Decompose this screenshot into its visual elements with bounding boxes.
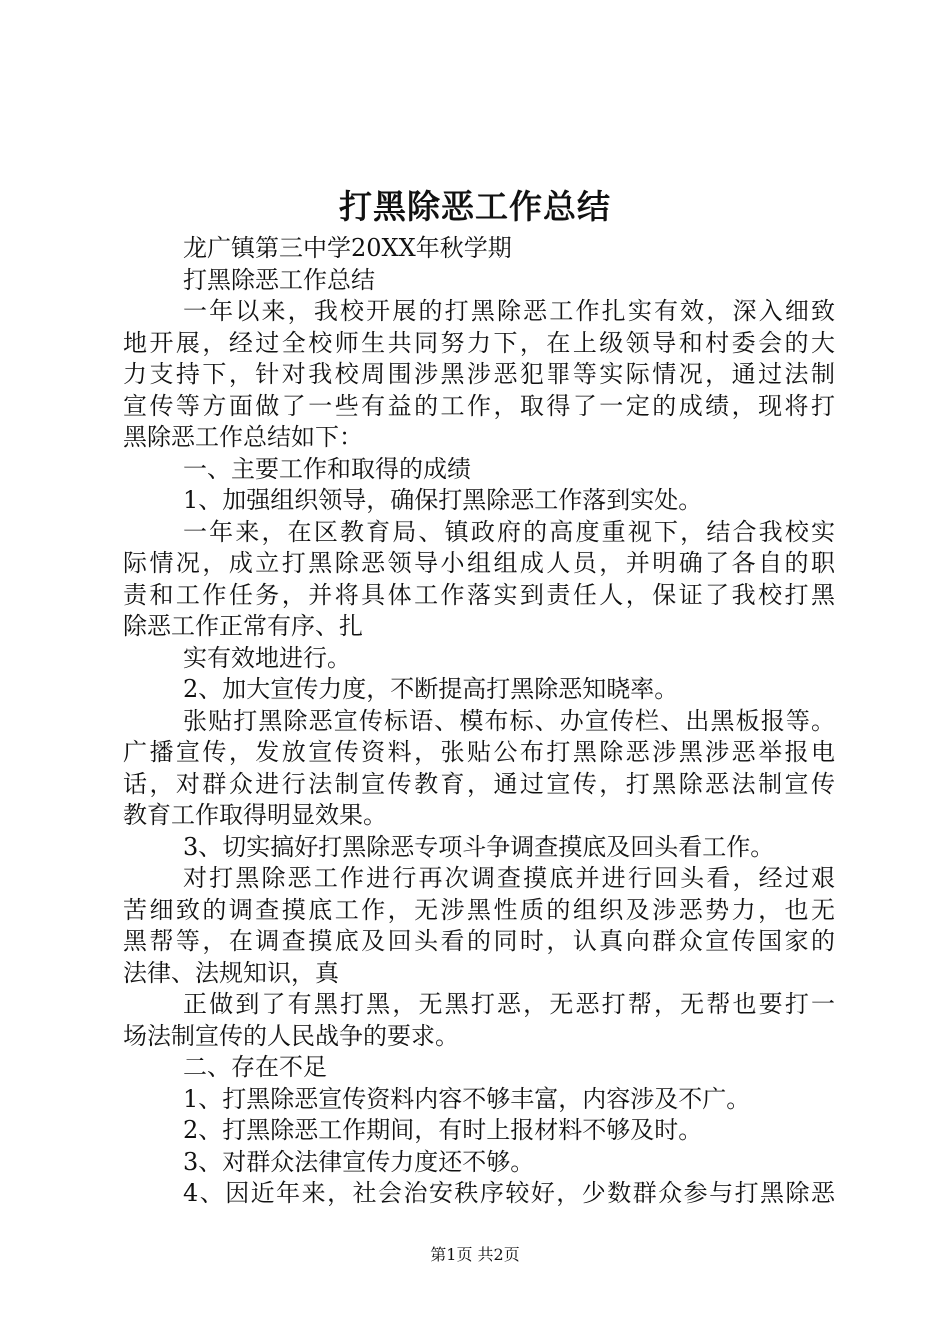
text-line: 3、切实搞好打黑除恶专项斗争调查摸底及回头看工作。	[183, 832, 775, 861]
text-line: 正做到了有黑打黑，无黑打恶，无恶打帮，无帮也要打一	[183, 990, 835, 1018]
text-line: 2、打黑除恶工作期间，有时上报材料不够及时。	[183, 1116, 703, 1144]
text-line: 一年以来，我校开展的打黑除恶工作扎实有效，深入细致	[183, 297, 835, 325]
text-line: 4、因近年来，社会治安秩序较好，少数群众参与打黑除恶	[183, 1179, 835, 1207]
text-line: 力支持下，针对我校周围涉黑涉恶犯罪等实际情况，通过法制	[123, 360, 835, 388]
text-line: 3、对群众法律宣传力度还不够。	[183, 1147, 535, 1176]
text-line: 教育工作取得明显效果。	[123, 801, 387, 829]
text-line: 际情况，成立打黑除恶领导小组组成人员，并明确了各自的职	[123, 549, 835, 577]
text-line: 除恶工作正常有序、扎	[123, 612, 363, 640]
text-line: 一年来，在区教育局、镇政府的高度重视下，结合我校实	[183, 517, 835, 546]
text-line: 黑除恶工作总结如下：	[123, 423, 363, 451]
text-line: 实有效地进行。	[183, 643, 351, 672]
text-line: 1、加强组织领导，确保打黑除恶工作落到实处。	[183, 486, 703, 514]
text-line: 龙广镇第三中学20XX年秋学期	[183, 234, 512, 262]
document-body	[123, 233, 835, 1210]
text-line: 二、存在不足	[183, 1053, 327, 1081]
text-line: 场法制宣传的人民战争的要求。	[123, 1021, 459, 1050]
text-line: 1、打黑除恶宣传资料内容不够丰富，内容涉及不广。	[183, 1084, 751, 1113]
text-line: 张贴打黑除恶宣传标语、模布标、办宣传栏、出黑板报等。	[183, 706, 835, 735]
text-line: 宣传等方面做了一些有益的工作，取得了一定的成绩，现将打	[123, 391, 835, 420]
text-line: 苦细致的调查摸底工作，无涉黑性质的组织及涉恶势力，也无	[123, 895, 835, 924]
text-line: 广播宣传，发放宣传资料，张贴公布打黑除恶涉黑涉恶举报电	[123, 738, 835, 766]
text-line: 打黑除恶工作总结	[183, 265, 375, 294]
page-footer: 第1页 共2页	[430, 1245, 520, 1264]
text-line: 话，对群众进行法制宣传教育，通过宣传，打黑除恶法制宣传	[123, 769, 835, 798]
text-line: 责和工作任务，并将具体工作落实到责任人，保证了我校打黑	[123, 580, 835, 609]
text-line: 一、主要工作和取得的成绩	[183, 454, 471, 483]
document-title: 打黑除恶工作总结	[339, 187, 611, 226]
text-line: 黑帮等，在调查摸底及回头看的同时，认真向群众宣传国家的	[123, 927, 835, 955]
text-line: 地开展，经过全校师生共同努力下，在上级领导和村委会的大	[123, 328, 835, 357]
text-line: 2、加大宣传力度，不断提高打黑除恶知晓率。	[183, 675, 679, 703]
text-line: 对打黑除恶工作进行再次调查摸底并进行回头看，经过艰	[183, 864, 835, 892]
text-line: 法律、法规知识，真	[123, 958, 339, 987]
